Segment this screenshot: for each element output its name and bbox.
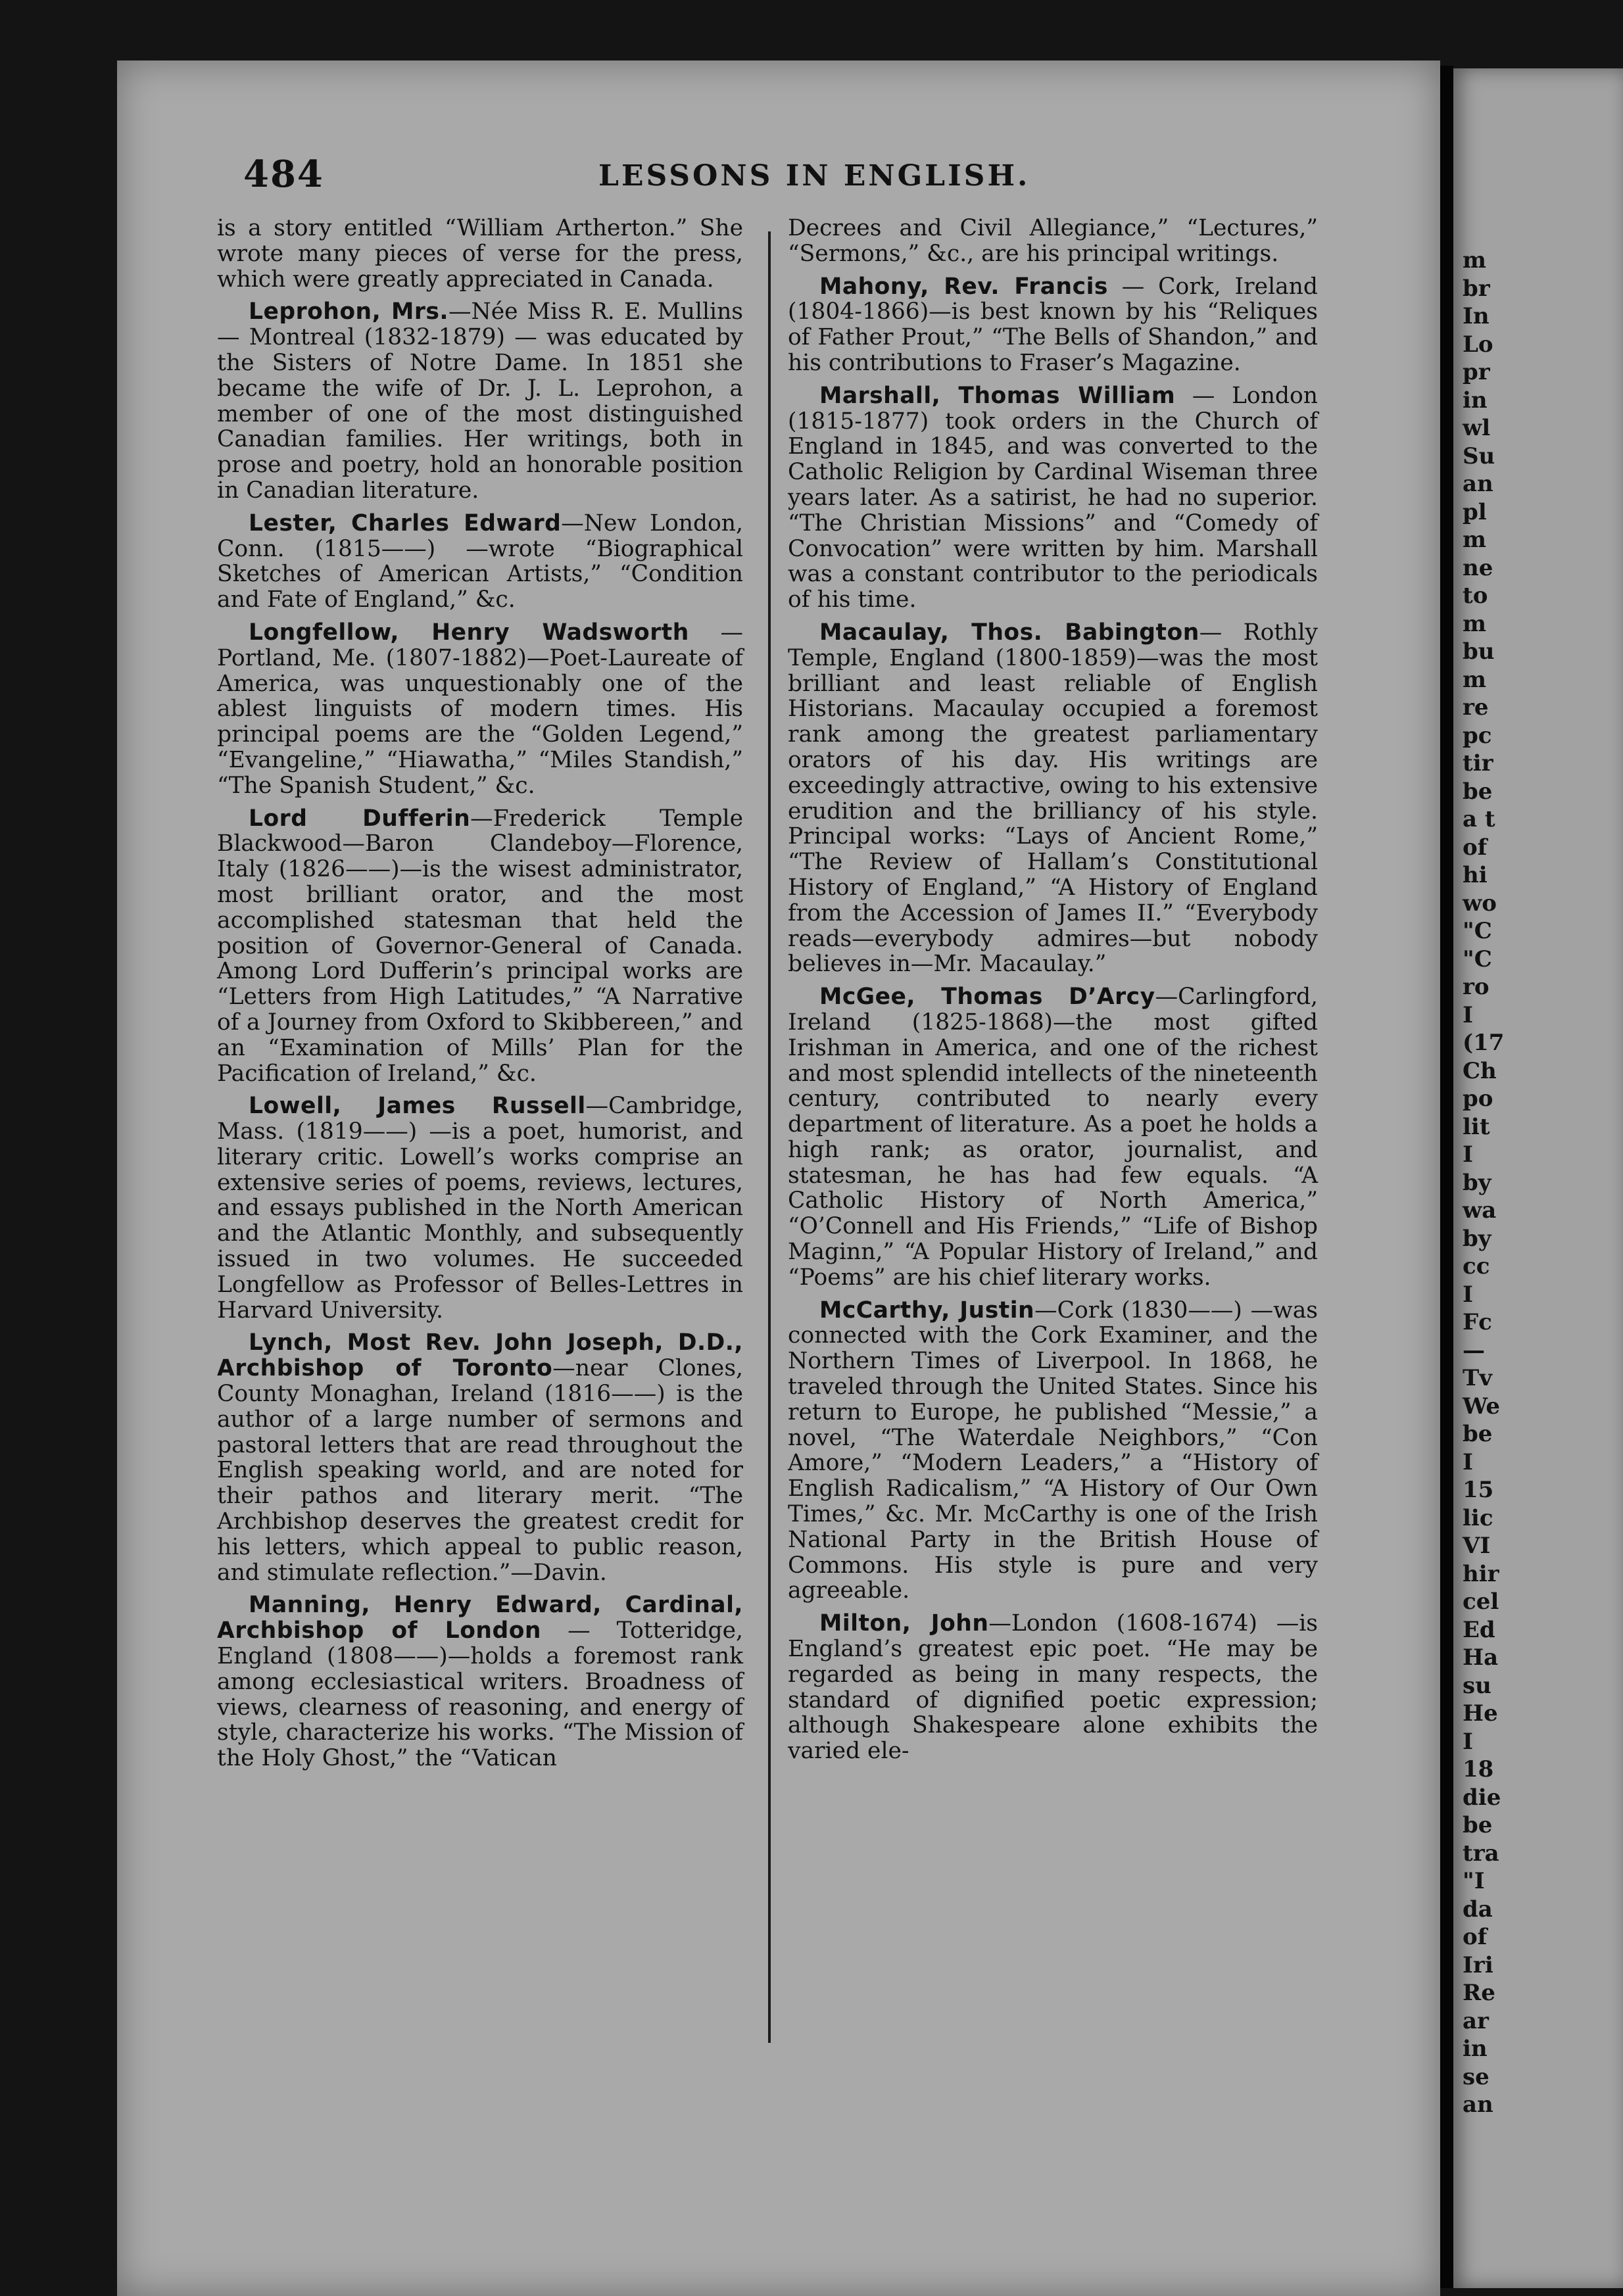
entry-text: —Cork (1830——) —was connected with the Cork Examiner, and the Northern Times of Liverpool. In 1868, he traveled through the United States. Since his return to Europe, he published “Messie,” a novel, “The Waterdale Neighbors,” “Con Amore,” “Modern Leaders,” a “History of English Radicalism,” “A History of Our Own Times,” &c. Mr. McCarthy is one of the Irish National Party in the British House of Commons. His style is pure and very agreeable. xyxy=(788,1297,1318,1604)
facing-page-text-fragment: an xyxy=(1463,471,1493,497)
entry-name: Manning, Henry Edward, Cardinal, Archbishop of London xyxy=(217,1592,743,1644)
entry-name: McGee, Thomas D’Arcy xyxy=(819,984,1155,1011)
facing-page-text-fragment: m xyxy=(1463,666,1486,693)
biography-entry xyxy=(217,511,743,613)
facing-page-text-fragment: re xyxy=(1463,694,1489,721)
entry-text: is a story entitled “William Artherton.” She wrote many pieces of verse for the press, which were greatly appreciated in Canada. xyxy=(217,215,743,293)
page-number: 484 xyxy=(243,153,324,196)
facing-page-text-fragment: ar xyxy=(1463,2007,1489,2034)
biography-entry xyxy=(217,806,743,1087)
facing-page-text-fragment: "C xyxy=(1463,918,1492,944)
entry-name: Marshall, Thomas William xyxy=(819,382,1176,409)
entry-text: — Cork, Ireland (1804-1866)—is best known by his “Reliques of Father Prout,” “The Bells of Shandon,” and his contributions to Fraser’s Magazine. xyxy=(788,273,1318,376)
entry-name: Lynch, Most Rev. John Joseph, D.D., Archbishop of Toronto xyxy=(217,1329,743,1382)
facing-page-text-fragment: of xyxy=(1463,834,1488,861)
facing-page-text-fragment: m xyxy=(1463,247,1486,274)
facing-page-text-fragment: Lo xyxy=(1463,331,1493,358)
facing-page-text-fragment: Iri xyxy=(1463,1951,1493,1978)
entry-text: —Carlingford, Ireland (1825-1868)—the most gifted Irishman in America, and one of the richest and most splendid intellects of the nineteenth century, contributed to nearly every department of literature. As a poet he holds a high rank; as orator, journalist, and statesman, he has had few equals. “A Catholic History of North America,” “O’Connell and His Friends,” “Life of Bishop Maginn,” “A Popular History of Ireland,” and “Poems” are his chief literary works. xyxy=(788,984,1318,1291)
facing-page-text-fragment: in xyxy=(1463,2036,1488,2062)
facing-page-text-fragment: an xyxy=(1463,2092,1493,2118)
facing-page-text-fragment: 18 xyxy=(1463,1756,1494,1782)
facing-page-edge xyxy=(1453,68,1623,2288)
facing-page-text-fragment: wa xyxy=(1463,1197,1497,1224)
right-column xyxy=(788,216,1318,1771)
facing-page-text-fragment: 15 xyxy=(1463,1477,1494,1503)
facing-page-text-fragment: We xyxy=(1463,1393,1501,1420)
entry-text: —Frederick Temple Blackwood—Baron Clandeboy—Florence, Italy (1826——)—is the wisest administrator, most brilliant orator, and the most accomplished statesman that held the position of Governor-General of Canada. Among Lord Dufferin’s principal works are “Letters from High Latitudes,” “A Narrative of a Journey from Oxford to Skibbereen,” and an “Examination of Mills’ Plan for the Pacification of Ireland,” &c. xyxy=(217,805,743,1087)
entry-name: Lester, Charles Edward xyxy=(249,510,562,537)
facing-page-text-fragment: Ed xyxy=(1463,1616,1495,1643)
facing-page-text-fragment: I xyxy=(1463,1001,1473,1028)
facing-page-text-fragment: Re xyxy=(1463,1980,1495,2006)
entry-name: Milton, John xyxy=(819,1610,989,1637)
facing-page-text-fragment: by xyxy=(1463,1225,1491,1252)
facing-page-text-fragment: by xyxy=(1463,1169,1491,1196)
entry-text: — Rothly Temple, England (1800-1859)—was the most brilliant and least reliable of English Historians. Macaulay occupied a foremost rank among the greatest parliamentary orators of his day. His writings are exceedingly attractive, owing to his extensive erudition and the brilliancy of his style. Principal works: “Lays of Ancient Rome,” “The Review of Hallam’s Constitutional History of England,” “A History of England from the Accession of James II.” “Everybody reads—everybody admires—but nobody believes in—Mr. Macaulay.” xyxy=(788,619,1318,978)
facing-page-text-fragment: tra xyxy=(1463,1840,1499,1867)
facing-page-text-fragment: cel xyxy=(1463,1589,1499,1615)
facing-page-text-fragment: He xyxy=(1463,1700,1498,1727)
facing-page-text-fragment: be xyxy=(1463,1812,1493,1838)
facing-page-text-fragment: I xyxy=(1463,1281,1473,1308)
facing-page-text-fragment: die xyxy=(1463,1784,1501,1811)
biography-entry xyxy=(788,274,1318,376)
facing-page-text-fragment: m xyxy=(1463,610,1486,637)
facing-page-text-fragment: tir xyxy=(1463,750,1493,777)
facing-page-text-fragment: (17 xyxy=(1463,1030,1505,1056)
facing-page-text-fragment: Fc xyxy=(1463,1309,1492,1335)
entry-text: —near Clones, County Monaghan, Ireland (1816——) is the author of a large number of sermons and pastoral letters that are read throughout the English speaking world, and are noted for their pathos and literary merit. “The Archbishop deserves the greatest credit for his letters, which appeal to public reason, and stimulate reflection.”—Davin. xyxy=(217,1355,743,1586)
facing-page-text-fragment: bu xyxy=(1463,638,1495,665)
left-column xyxy=(217,216,743,1779)
facing-page-text-fragment: — xyxy=(1463,1337,1485,1364)
facing-page-text-fragment: da xyxy=(1463,1896,1493,1923)
facing-page-text-fragment: in xyxy=(1463,387,1488,414)
facing-page-text-fragment: I xyxy=(1463,1728,1473,1755)
biography-entry xyxy=(788,984,1318,1291)
facing-page-text-fragment: pc xyxy=(1463,722,1492,749)
facing-page-text-fragment: wo xyxy=(1463,890,1497,917)
facing-page-text-fragment: of xyxy=(1463,1924,1488,1950)
entry-text: —Née Miss R. E. Mullins — Montreal (1832-1879) — was educated by the Sisters of Notre Dame. In 1851 she became the wife of Dr. J. L. Leprohon, a member of one of the most distinguished Canadian families. Her writings, both in prose and poetry, hold an honorable position in Canadian literature. xyxy=(217,299,743,504)
facing-page-text-fragment: cc xyxy=(1463,1253,1490,1280)
biography-entry xyxy=(217,620,743,799)
facing-page-text-fragment: ro xyxy=(1463,974,1490,1000)
entry-text: —Portland, Me. (1807-1882)—Poet-Laureate of America, was unquestionably one of the ablest linguists of modern times. His principal poems are the “Golden Legend,” “Evangeline,” “Hiawatha,” “Miles Standish,” “The Spanish Student,” &c. xyxy=(217,619,744,799)
entry-text: —Cambridge, Mass. (1819——) —is a poet, humorist, and literary critic. Lowell’s works comprise an extensive series of poems, reviews, lectures, and essays published in the North American and the Atlantic Monthly, and subsequently issued in two volumes. He succeeded Longfellow as Professor of Belles-Lettres in Harvard University. xyxy=(217,1093,743,1324)
entry-name: McCarthy, Justin xyxy=(819,1297,1035,1324)
biography-entry xyxy=(788,383,1318,613)
entry-text: —New London, Conn. (1815——) —wrote “Biographical Sketches of American Artists,” “Condition and Fate of England,” &c. xyxy=(217,510,743,613)
facing-page-text-fragment: su xyxy=(1463,1672,1491,1699)
facing-page-text-fragment: lic xyxy=(1463,1504,1493,1531)
facing-page-text-fragment: Tv xyxy=(1463,1365,1493,1391)
facing-page-text-fragment: wl xyxy=(1463,415,1491,441)
facing-page-text-fragment: hir xyxy=(1463,1560,1499,1587)
facing-page-text-fragment: VI xyxy=(1463,1533,1491,1559)
facing-page-text-fragment: ne xyxy=(1463,554,1493,581)
column-rule xyxy=(768,231,771,2043)
facing-page-text-fragment: br xyxy=(1463,275,1490,302)
entry-name: Longfellow, Henry Wadsworth xyxy=(249,619,689,646)
biography-entry xyxy=(217,1093,743,1323)
facing-page-text-fragment: lit xyxy=(1463,1113,1490,1140)
facing-page-text-fragment: se xyxy=(1463,2063,1490,2090)
entry-text: — London (1815-1877) took orders in the Church of England in 1845, and was converted to the Catholic Religion by Cardinal Wiseman three years later. As a satirist, he had no superior. “The Christian Missions” and “Comedy of Convocation” were written by him. Marshall was a constant contributor to the periodicals of his time. xyxy=(788,382,1318,613)
page-header xyxy=(237,153,1315,199)
facing-page-text-fragment: Su xyxy=(1463,442,1495,469)
facing-page-text-fragment: be xyxy=(1463,778,1493,805)
facing-page-text-fragment: pr xyxy=(1463,359,1490,385)
entry-name: Lowell, James Russell xyxy=(249,1093,586,1120)
entry-name: Mahony, Rev. Francis xyxy=(819,273,1108,300)
biography-entry xyxy=(217,1330,743,1585)
facing-page-text-fragment: I xyxy=(1463,1141,1473,1168)
facing-page-text-fragment: Ch xyxy=(1463,1057,1497,1084)
entry-text: —London (1608-1674) —is England’s greatest epic poet. “He may be regarded as being in many respects, the standard of dignified poetic expression; although Shakespeare alone exhibits the varied ele- xyxy=(788,1610,1319,1765)
facing-page-text-fragment: m xyxy=(1463,527,1486,553)
entry-name: Leprohon, Mrs. xyxy=(249,299,449,325)
entry-name: Lord Dufferin xyxy=(249,805,471,832)
facing-page-text-fragment: "I xyxy=(1463,1868,1485,1894)
biography-entry xyxy=(217,299,743,503)
facing-page-text-fragment: to xyxy=(1463,583,1488,609)
biography-entry xyxy=(217,216,743,292)
biography-entry xyxy=(788,620,1318,977)
facing-page-text-fragment: be xyxy=(1463,1421,1493,1447)
biography-entry xyxy=(788,1611,1318,1764)
facing-page-text-fragment: I xyxy=(1463,1448,1473,1475)
facing-page-text-fragment: pl xyxy=(1463,498,1487,525)
biography-entry xyxy=(788,1298,1318,1604)
entry-name: Macaulay, Thos. Babington xyxy=(819,619,1199,646)
facing-page-text-fragment: In xyxy=(1463,303,1490,329)
facing-page-text-fragment: "C xyxy=(1463,945,1492,972)
facing-page-text-fragment: hi xyxy=(1463,862,1488,888)
biography-entry xyxy=(788,216,1318,267)
facing-page-text-fragment: Ha xyxy=(1463,1644,1499,1671)
facing-page-text-fragment: po xyxy=(1463,1086,1493,1112)
running-title: LESSONS IN ENGLISH. xyxy=(598,159,1030,193)
biography-entry xyxy=(217,1592,743,1771)
facing-page-text-fragment: a t xyxy=(1463,806,1495,832)
entry-text: — Totteridge, England (1808——)—holds a foremost rank among ecclesiastical writers. Broadness of views, clearness of reasoning, and energy of style, characterize his works. “The Mission of the Holy Ghost,” the “Vatican xyxy=(217,1617,744,1772)
page-gutter xyxy=(1440,66,1453,2288)
entry-text: Decrees and Civil Allegiance,” “Lectures,” “Sermons,” &c., are his principal writings. xyxy=(788,215,1318,267)
